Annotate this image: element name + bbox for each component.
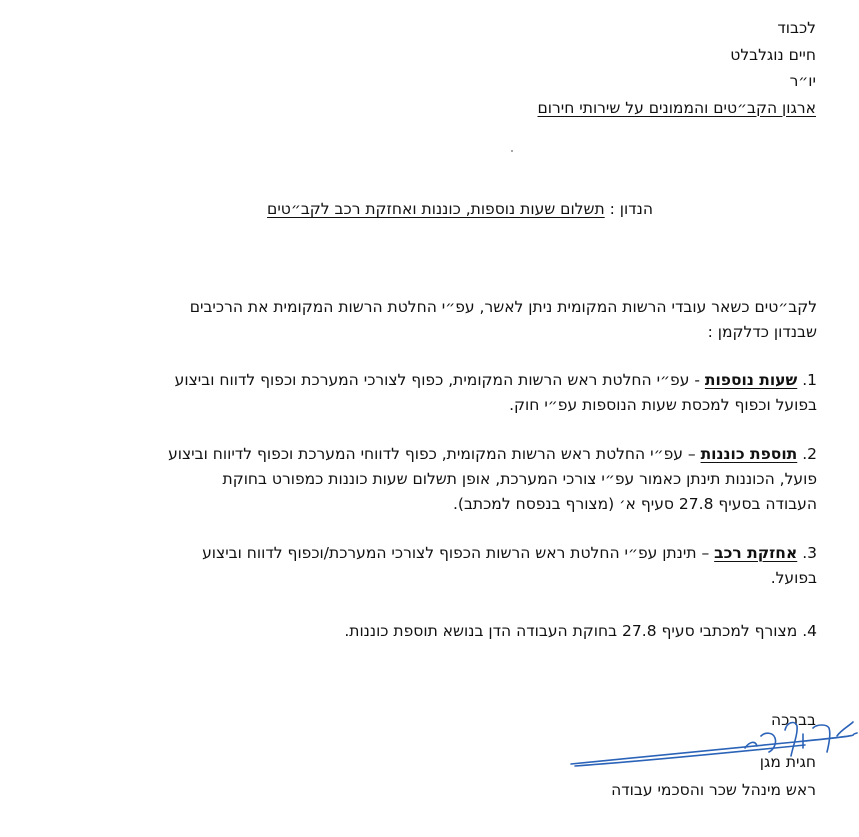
item-number: 4.	[802, 622, 817, 640]
item-title: שעות נוספות	[704, 371, 798, 389]
closing-block	[611, 706, 816, 804]
item-text: בפועל וכפוף למכסת שעות הנוספות עפ״י חוק.	[509, 396, 817, 414]
item-number: 1.	[802, 371, 817, 389]
list-item	[344, 619, 817, 644]
item-title: אחזקת רכב	[714, 544, 798, 562]
addressee-organization: ארגון הקב״טים והממונים על שירותי חירום	[537, 98, 816, 117]
list-item	[202, 541, 817, 591]
item-text: מצורף למכתבי סעיף 27.8 בחוקת העבודה הדן בנושא תוספת כוננות.	[344, 622, 798, 640]
signer-name: חגית מגן	[759, 753, 816, 771]
subject-line	[267, 197, 653, 221]
item-text: – תינתן עפ״י החלטת ראש הרשות הכפוף לצורכי המערכת/וכפוף לדווח וביצוע	[202, 544, 715, 562]
item-text: פועל, הכוננות תינתן כאמור עפ״י צורכי המערכת, אופן תשלום שעות כוננות כמפורט בחוקת	[222, 470, 817, 488]
item-title: תוספת כוננות	[700, 445, 798, 463]
subject-label: הנדון :	[609, 200, 653, 218]
subject-text: תשלום שעות נוספות, כוננות ואחזקת רכב לקב״טים	[267, 200, 605, 218]
intro-line: לקב״טים כשאר עובדי הרשות המקומית ניתן לאשר, עפ״י החלטת הרשות המקומית את הרכיבים	[189, 298, 817, 316]
intro-paragraph	[190, 295, 817, 345]
salutation: לכבוד	[777, 19, 816, 37]
item-number: 3.	[802, 544, 817, 562]
item-text: בפועל.	[770, 569, 817, 587]
addressee-block	[538, 15, 816, 121]
list-item	[175, 368, 817, 418]
item-number: 2.	[802, 445, 817, 463]
scan-speck	[511, 150, 513, 152]
item-text: – עפ״י החלטת ראש הרשות המקומית, כפוף לדווחי המערכת וכפוף לדיווח וביצוע	[168, 445, 701, 463]
item-text: העבודה בסעיף 27.8 סעיף א׳ (מצורף בנפסח למכתב).	[452, 495, 817, 513]
signer-title: ראש מינהל שכר והסכמי עבודה	[611, 781, 816, 799]
addressee-role: יו״ר	[789, 72, 816, 90]
list-item	[168, 442, 817, 517]
addressee-name: חיים נוגלבלט	[730, 45, 816, 64]
intro-line: שבנדון כדלקמן :	[707, 323, 817, 341]
closing-greeting: בברכה	[771, 711, 816, 729]
item-text: - עפ״י החלטת ראש הרשות המקומית, כפוף לצורכי המערכת וכפוף לדווח וביצוע	[174, 371, 705, 389]
